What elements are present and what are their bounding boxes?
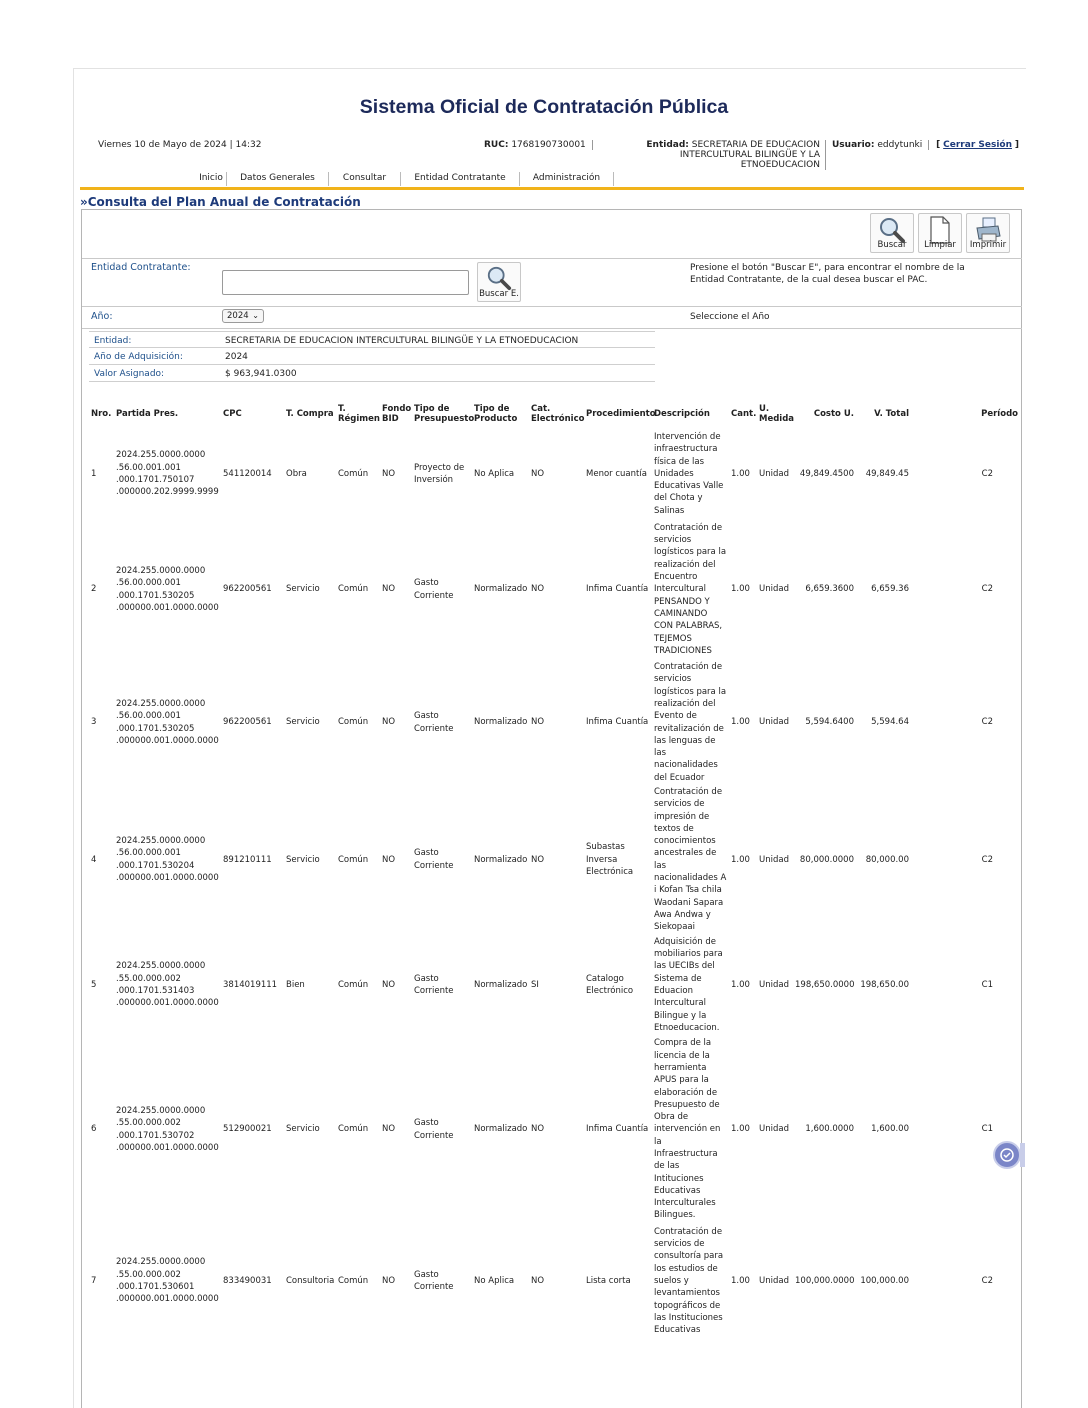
cell-compra: Servicio bbox=[286, 854, 320, 865]
col-header: Descripción bbox=[654, 409, 710, 419]
cell-costo: 100,000.0000 bbox=[795, 1275, 855, 1286]
table-row bbox=[89, 428, 1021, 520]
cell-cant: 1.00 bbox=[731, 979, 750, 990]
cell-nro: 7 bbox=[91, 1275, 97, 1286]
cell-medida: Unidad bbox=[759, 1124, 789, 1135]
cell-nro: 6 bbox=[91, 1124, 97, 1135]
cell-costo: 80,000.0000 bbox=[799, 854, 854, 865]
cell-periodo: C2 bbox=[981, 717, 993, 728]
cell-cant: 1.00 bbox=[731, 717, 750, 728]
col-header: Costo U. bbox=[813, 409, 854, 419]
cell-cpc: 962200561 bbox=[223, 717, 272, 728]
cell-cant: 1.00 bbox=[731, 1124, 750, 1135]
floating-button-tab bbox=[1020, 1143, 1025, 1167]
summary-valor-row bbox=[89, 365, 655, 382]
cell-medida: Unidad bbox=[759, 584, 789, 595]
cell-presupuesto: Gasto Corriente bbox=[414, 1269, 454, 1293]
page-title: Sistema Oficial de Contratación Pública bbox=[359, 96, 729, 118]
cell-total: 198,650.00 bbox=[860, 979, 909, 990]
menu-item-administracion[interactable]: Administración bbox=[520, 172, 614, 186]
cell-nro: 3 bbox=[91, 717, 97, 728]
cell-cant: 1.00 bbox=[731, 584, 750, 595]
cell-nro: 2 bbox=[91, 584, 97, 595]
cell-cpc: 962200561 bbox=[223, 584, 272, 595]
buscar-label: Buscar bbox=[877, 240, 907, 250]
table-row bbox=[89, 1037, 1021, 1223]
cell-compra: Obra bbox=[286, 468, 307, 479]
cell-cat: NO bbox=[531, 854, 545, 865]
summary-entidad-label: Entidad: bbox=[94, 336, 132, 346]
cell-partida: 2024.255.0000.0000 .56.00.000.001 .000.1701.530205 .000000.001.0000.0000 bbox=[116, 565, 219, 613]
cell-regimen: Común bbox=[338, 717, 369, 728]
cell-cat: NO bbox=[531, 1124, 545, 1135]
col-header: Cat. Electrónico bbox=[531, 404, 585, 424]
cell-nro: 5 bbox=[91, 979, 97, 990]
imprimir-label: Imprimir bbox=[969, 240, 1007, 250]
menu-item-datos-generales[interactable]: Datos Generales bbox=[227, 172, 329, 186]
menu-item-entidad-contratante[interactable]: Entidad Contratante bbox=[401, 172, 520, 186]
cell-cpc: 833490031 bbox=[223, 1275, 272, 1286]
cell-cant: 1.00 bbox=[731, 854, 750, 865]
cell-periodo: C2 bbox=[981, 1275, 993, 1286]
cell-nro: 1 bbox=[91, 468, 97, 479]
buscar-e-label: Buscar E. bbox=[479, 289, 519, 299]
usuario-value: eddytunki bbox=[877, 140, 923, 150]
cell-cat: NO bbox=[531, 468, 545, 479]
cell-descripcion: Contratación de servicios de consultoría para los estudios de suelos y levantamientos topográficos de las Instituciones Educativas bbox=[654, 1226, 724, 1336]
cell-periodo: C2 bbox=[981, 854, 993, 865]
cell-medida: Unidad bbox=[759, 468, 789, 479]
cell-total: 5,594.64 bbox=[871, 717, 909, 728]
cell-cant: 1.00 bbox=[731, 1275, 750, 1286]
cell-descripcion: Compra de la licencia de la herramienta APUS para la elaboración de Presupuesto de Obra de intervención en la Infraestructura de las Intituciones Educativas Interculturales Bilingues. bbox=[654, 1038, 721, 1221]
ruc-info bbox=[484, 140, 597, 150]
chevron-down-icon: ⌄ bbox=[252, 311, 259, 320]
cell-presupuesto: Gasto Corriente bbox=[414, 578, 454, 601]
logout-link[interactable]: Cerrar Sesión bbox=[943, 140, 1013, 150]
menu-item-consultar[interactable]: Consultar bbox=[329, 172, 401, 186]
cell-periodo: C1 bbox=[981, 1124, 993, 1135]
ruc-label: RUC: bbox=[484, 140, 509, 150]
cell-procedimiento: Infima Cuantía bbox=[586, 717, 649, 728]
cell-bid: NO bbox=[382, 717, 396, 728]
cell-cpc: 891210111 bbox=[223, 854, 272, 865]
summary-anio-value: 2024 bbox=[225, 352, 248, 362]
cell-bid: NO bbox=[382, 468, 396, 479]
usuario-label: Usuario: bbox=[832, 140, 875, 150]
cell-total: 80,000.00 bbox=[865, 854, 909, 865]
summary-anio-label: Año de Adquisición: bbox=[94, 352, 183, 362]
entidad-value-1: SECRETARIA DE EDUCACION bbox=[691, 140, 820, 150]
col-header: U. Medida bbox=[759, 404, 795, 424]
cell-partida: 2024.255.0000.0000 .56.00.000.001 .000.1701.530205 .000000.001.0000.0000 bbox=[116, 698, 219, 746]
summary-anio-row bbox=[89, 348, 655, 365]
cell-bid: NO bbox=[382, 854, 396, 865]
usuario-info: Usuario: eddytunki [ Cerrar Sesión ] bbox=[832, 140, 1020, 150]
cell-bid: NO bbox=[382, 584, 396, 595]
cell-descripcion: Adquisición de mobiliarios para las UECIBs del Sistema de Eduacion Intercultural Bilingue y la Etnoeducacion. bbox=[654, 936, 723, 1033]
cell-cpc: 512900021 bbox=[223, 1124, 272, 1135]
cell-descripcion: Intervención de infraestructura física de las Unidades Educativas Valle del Chota y Salinas bbox=[654, 431, 724, 516]
anio-select[interactable] bbox=[222, 309, 264, 323]
section-title: »Consulta del Plan Anual de Contratación bbox=[80, 195, 361, 209]
cell-regimen: Común bbox=[338, 854, 369, 865]
table-header-row bbox=[89, 400, 1021, 428]
cell-cpc: 541120014 bbox=[223, 468, 272, 479]
cell-procedimiento: Menor cuantía bbox=[586, 468, 647, 479]
entidad-info bbox=[604, 140, 826, 170]
cell-bid: NO bbox=[382, 1124, 396, 1135]
cell-presupuesto: Gasto Corriente bbox=[414, 711, 454, 734]
cell-total: 1,600.00 bbox=[871, 1124, 909, 1135]
cell-producto: Normalizado bbox=[474, 584, 528, 595]
cell-cat: NO bbox=[531, 717, 545, 728]
cell-partida: 2024.255.0000.0000 .55.00.000.002 .000.1701.530601 .000000.001.0000.0000 bbox=[116, 1257, 219, 1305]
summary-valor-label: Valor Asignado: bbox=[94, 369, 165, 379]
cell-regimen: Común bbox=[338, 1275, 369, 1286]
cell-bid: NO bbox=[382, 979, 396, 990]
cell-compra: Servicio bbox=[286, 1124, 320, 1135]
entidad-value-2: INTERCULTURAL BILINGÜE Y LA ETNOEDUCACION bbox=[679, 150, 820, 170]
cell-procedimiento: Lista corta bbox=[586, 1275, 631, 1286]
cell-regimen: Común bbox=[338, 584, 369, 595]
col-header: Período bbox=[981, 409, 1018, 419]
col-header: T. Compra bbox=[286, 409, 334, 419]
pac-table bbox=[89, 400, 1021, 1340]
cell-costo: 49,849.4500 bbox=[799, 468, 854, 479]
ruc-value: 1768190730001 bbox=[511, 140, 586, 150]
cell-presupuesto: Gasto Corriente bbox=[414, 973, 454, 997]
cell-periodo: C1 bbox=[981, 979, 993, 990]
cell-costo: 198,650.0000 bbox=[795, 979, 855, 990]
cell-regimen: Común bbox=[338, 468, 369, 479]
cell-producto: Normalizado bbox=[474, 1124, 528, 1135]
cell-compra: Servicio bbox=[286, 717, 320, 728]
cell-medida: Unidad bbox=[759, 854, 789, 865]
cell-presupuesto: Proyecto de Inversión bbox=[414, 462, 465, 485]
cell-partida: 2024.255.0000.0000 .55.00.000.002 .000.1701.530702 .000000.001.0000.0000 bbox=[116, 1105, 219, 1153]
divider bbox=[82, 306, 1022, 307]
menu-item-inicio[interactable]: Inicio bbox=[196, 172, 227, 186]
menu-underline bbox=[80, 187, 1024, 190]
limpiar-button[interactable] bbox=[918, 213, 962, 253]
cell-presupuesto: Gasto Corriente bbox=[414, 848, 454, 871]
col-header: CPC bbox=[223, 409, 242, 419]
cell-descripcion: Contratación de servicios de impresión de textos de conocimientos ancestrales de las nacionalidades A i Kofan Tsa chila Waodani Sapara Awa Andwa y Siekopaai bbox=[654, 787, 727, 933]
entidad-contratante-label: Entidad Contratante: bbox=[91, 262, 191, 273]
cell-costo: 6,659.3600 bbox=[805, 584, 854, 595]
table-row bbox=[89, 786, 1021, 934]
main-menu bbox=[196, 172, 614, 186]
entidad-contratante-input[interactable] bbox=[222, 270, 469, 295]
cell-procedimiento: Infima Cuantía bbox=[586, 1124, 649, 1135]
cell-descripcion: Contratación de servicios logísticos para la realización del Encuentro Intercultural PENSANDO Y CAMINANDO CON PALABRAS, TEJEMOS TRADICIONES bbox=[654, 522, 727, 656]
table-row bbox=[89, 934, 1021, 1037]
cell-producto: No Aplica bbox=[474, 1275, 515, 1286]
cell-producto: Normalizado bbox=[474, 979, 528, 990]
anio-select-value: 2024 bbox=[227, 311, 249, 321]
cell-compra: Servicio bbox=[286, 584, 320, 595]
date-line: Viernes 10 de Mayo de 2024 | 14:32 bbox=[98, 140, 262, 150]
cell-total: 100,000.00 bbox=[860, 1275, 909, 1286]
cell-nro: 4 bbox=[91, 854, 97, 865]
col-header: Nro. bbox=[91, 409, 112, 419]
cell-regimen: Común bbox=[338, 1124, 369, 1135]
entidad-label: Entidad: bbox=[646, 140, 689, 150]
cell-producto: Normalizado bbox=[474, 854, 528, 865]
buscar-entidad-button[interactable] bbox=[477, 262, 521, 302]
cell-presupuesto: Gasto Corriente bbox=[414, 1118, 454, 1141]
cell-medida: Unidad bbox=[759, 1275, 789, 1286]
cell-partida: 2024.255.0000.0000 .56.00.000.001 .000.1701.530204 .000000.001.0000.0000 bbox=[116, 836, 219, 884]
cell-procedimiento: Catalogo Electrónico bbox=[586, 973, 634, 997]
table-row bbox=[89, 1223, 1021, 1340]
col-header: Cant. bbox=[731, 409, 757, 419]
col-header: T. Régimen bbox=[338, 404, 380, 424]
summary-entidad-row bbox=[89, 331, 655, 348]
entidad-help-text: Presione el botón "Buscar E", para encontrar el nombre de la Entidad Contratante, de la cual desea buscar el PAC. bbox=[690, 263, 965, 285]
cell-bid: NO bbox=[382, 1275, 396, 1286]
table-row bbox=[89, 659, 1021, 786]
cell-costo: 5,594.6400 bbox=[805, 717, 854, 728]
cell-compra: Consultoria bbox=[286, 1275, 335, 1286]
col-header: Tipo de Presupuesto bbox=[414, 404, 475, 424]
anio-help-text: Seleccione el Año bbox=[690, 312, 770, 322]
check-clock-icon bbox=[995, 1143, 1019, 1167]
cell-regimen: Común bbox=[338, 979, 369, 990]
col-header: Fondo BID bbox=[382, 404, 412, 424]
anio-label: Año: bbox=[91, 311, 113, 322]
cell-total: 49,849.45 bbox=[865, 468, 909, 479]
imprimir-button[interactable] bbox=[966, 213, 1010, 253]
divider bbox=[82, 258, 1022, 259]
limpiar-label: Limpiar bbox=[924, 240, 956, 250]
cell-descripcion: Contratación de servicios logísticos para la realización del Evento de revitalización de las lenguas de las nacionalidades del Ecuador bbox=[654, 662, 727, 783]
table-row bbox=[89, 520, 1021, 659]
cell-periodo: C2 bbox=[981, 468, 993, 479]
cell-producto: No Aplica bbox=[474, 468, 515, 479]
col-header: Procedimiento bbox=[586, 409, 656, 419]
cell-costo: 1,600.0000 bbox=[805, 1124, 854, 1135]
cell-periodo: C2 bbox=[981, 584, 993, 595]
cell-medida: Unidad bbox=[759, 979, 789, 990]
cell-cant: 1.00 bbox=[731, 468, 750, 479]
summary-valor-value: $ 963,941.0300 bbox=[225, 369, 297, 379]
divider bbox=[82, 328, 1022, 329]
buscar-button[interactable] bbox=[870, 213, 914, 253]
cell-cat: SI bbox=[531, 979, 539, 990]
cell-partida: 2024.255.0000.0000 .55.00.000.002 .000.1701.531403 .000000.001.0000.0000 bbox=[116, 961, 219, 1009]
cell-cat: NO bbox=[531, 584, 545, 595]
cell-producto: Normalizado bbox=[474, 717, 528, 728]
cell-cpc: 3814019111 bbox=[223, 979, 278, 990]
cell-medida: Unidad bbox=[759, 717, 789, 728]
cell-partida: 2024.255.0000.0000 .56.00.001.001 .000.1701.750107 .000000.202.9999.9999 bbox=[116, 450, 219, 498]
col-header: Tipo de Producto bbox=[474, 404, 518, 424]
floating-action-button[interactable] bbox=[993, 1141, 1021, 1169]
cell-procedimiento: Subastas Inversa Electrónica bbox=[586, 842, 634, 877]
cell-total: 6,659.36 bbox=[871, 584, 909, 595]
cell-cat: NO bbox=[531, 1275, 545, 1286]
cell-procedimiento: Infima Cuantía bbox=[586, 584, 649, 595]
summary-entidad-value: SECRETARIA DE EDUCACION INTERCULTURAL BILINGÜE Y LA ETNOEDUCACION bbox=[225, 336, 579, 346]
col-header: V. Total bbox=[874, 409, 909, 419]
magnifier-icon bbox=[486, 265, 512, 291]
col-header: Partida Pres. bbox=[116, 409, 179, 419]
cell-compra: Bien bbox=[286, 979, 305, 990]
